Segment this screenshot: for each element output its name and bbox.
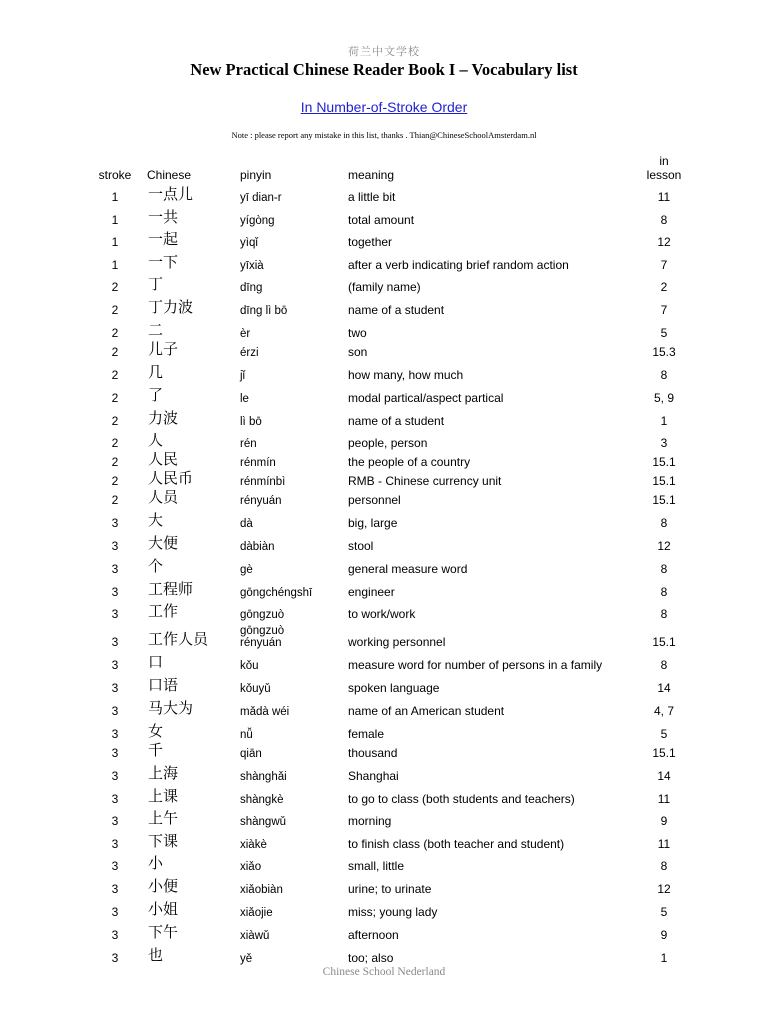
pinyin-cell: érzi <box>240 347 259 359</box>
chinese-cell: 也 <box>148 946 164 964</box>
chinese-cell: 下课 <box>148 832 179 850</box>
lesson-cell: 12 <box>657 235 671 249</box>
pinyin-cell: xiàkè <box>240 839 267 851</box>
stroke-cell: 3 <box>111 859 119 873</box>
meaning-cell: measure word for number of persons in a family <box>348 658 603 672</box>
lesson-cell: 9 <box>660 928 668 942</box>
table-row <box>0 786 768 806</box>
table-row <box>0 721 768 741</box>
pinyin-cell: dīng lì bō <box>240 305 288 317</box>
stroke-cell: 3 <box>111 746 119 760</box>
meaning-cell: female <box>348 727 385 741</box>
stroke-cell: 3 <box>111 882 119 896</box>
pinyin-cell: xiǎo <box>240 861 262 873</box>
meaning-cell: morning <box>348 814 392 828</box>
header-stroke: stroke <box>98 168 132 182</box>
table-row <box>0 625 768 649</box>
pinyin-cell: xiǎojie <box>240 907 273 919</box>
meaning-cell: the people of a country <box>348 455 471 469</box>
pinyin-cell: rényuán <box>240 495 282 507</box>
stroke-cell: 3 <box>111 539 119 553</box>
meaning-cell: name of a student <box>348 303 445 317</box>
pinyin-cell: rénmín <box>240 457 276 469</box>
table-row <box>0 184 768 204</box>
stroke-cell: 3 <box>111 792 119 806</box>
meaning-cell: to work/work <box>348 607 416 621</box>
meaning-cell: Shanghai <box>348 769 399 783</box>
chinese-cell: 了 <box>148 386 164 404</box>
meaning-cell: working personnel <box>348 635 446 649</box>
pinyin-cell: yě <box>240 953 253 965</box>
chinese-cell: 口 <box>148 653 164 671</box>
table-row <box>0 430 768 450</box>
meaning-cell: personnel <box>348 493 401 507</box>
stroke-cell: 3 <box>111 658 119 672</box>
chinese-cell: 上午 <box>148 809 179 827</box>
table-row <box>0 229 768 249</box>
note-text: Note : please report any mistake in this list, thanks . Thian@ChineseSchoolAmsterdam.nl <box>231 130 537 140</box>
chinese-cell: 人民 <box>148 450 179 468</box>
table-row <box>0 468 768 488</box>
meaning-cell: RMB - Chinese currency unit <box>348 474 502 488</box>
meaning-cell: a little bit <box>348 190 396 204</box>
chinese-cell: 女 <box>148 722 164 740</box>
meaning-cell: modal partical/aspect partical <box>348 391 504 405</box>
pinyin-cell: lì bō <box>240 416 262 428</box>
lesson-cell: 3 <box>660 436 668 450</box>
table-row <box>0 675 768 695</box>
meaning-cell: two <box>348 326 367 340</box>
pinyin-cell: shànghǎi <box>240 771 287 783</box>
meaning-cell: engineer <box>348 585 395 599</box>
lesson-cell: 1 <box>660 951 668 965</box>
pinyin-cell: gè <box>240 564 253 576</box>
table-row <box>0 487 768 507</box>
lesson-cell: 12 <box>657 539 671 553</box>
lesson-cell: 9 <box>660 814 668 828</box>
lesson-cell: 8 <box>660 562 668 576</box>
stroke-cell: 3 <box>111 837 119 851</box>
meaning-cell: people, person <box>348 436 428 450</box>
chinese-cell: 大 <box>148 511 164 529</box>
table-row <box>0 808 768 828</box>
table-row <box>0 297 768 317</box>
stroke-cell: 2 <box>111 455 119 469</box>
chinese-cell: 工作人员 <box>148 630 209 648</box>
chinese-cell: 儿子 <box>148 340 179 358</box>
meaning-cell: thousand <box>348 746 398 760</box>
meaning-cell: total amount <box>348 213 415 227</box>
table-row <box>0 831 768 851</box>
pinyin-cell: rénmínbì <box>240 476 286 488</box>
table-row <box>0 853 768 873</box>
school-name-chinese: 荷兰中文学校 <box>348 45 420 58</box>
stroke-cell: 3 <box>111 681 119 695</box>
chinese-cell: 工作 <box>148 602 179 620</box>
stroke-cell: 1 <box>111 235 119 249</box>
lesson-cell: 8 <box>660 859 668 873</box>
meaning-cell: too; also <box>348 951 394 965</box>
stroke-cell: 3 <box>111 814 119 828</box>
lesson-cell: 5 <box>660 727 668 741</box>
lesson-cell: 12 <box>657 882 671 896</box>
stroke-cell: 2 <box>111 391 119 405</box>
lesson-cell: 8 <box>660 368 668 382</box>
table-row <box>0 899 768 919</box>
pinyin-cell: qiān <box>240 748 262 760</box>
table-row <box>0 207 768 227</box>
lesson-cell: 2 <box>660 280 668 294</box>
pinyin-cell: yīxià <box>240 260 264 272</box>
stroke-cell: 3 <box>111 951 119 965</box>
chinese-cell: 口语 <box>148 676 179 694</box>
lesson-cell: 11 <box>657 837 671 851</box>
table-row <box>0 698 768 718</box>
chinese-cell: 丁力波 <box>148 298 194 316</box>
subtitle-link[interactable]: In Number-of-Stroke Order <box>300 99 468 115</box>
chinese-cell: 丁 <box>148 275 164 293</box>
stroke-cell: 2 <box>111 345 119 359</box>
chinese-cell: 人民币 <box>148 469 194 487</box>
table-row <box>0 945 768 965</box>
pinyin-line-1: gōngzuò <box>240 625 285 637</box>
lesson-cell: 15.3 <box>652 345 676 359</box>
meaning-cell: together <box>348 235 393 249</box>
chinese-cell: 一下 <box>148 253 179 271</box>
pinyin-cell: jǐ <box>240 370 246 382</box>
meaning-cell: son <box>348 345 368 359</box>
table-row <box>0 652 768 672</box>
meaning-cell: afternoon <box>348 928 399 942</box>
stroke-cell: 3 <box>111 635 119 649</box>
stroke-cell: 2 <box>111 436 119 450</box>
chinese-cell: 上课 <box>148 787 179 805</box>
stroke-cell: 1 <box>111 213 119 227</box>
chinese-cell: 人员 <box>148 488 179 506</box>
header-lesson-line1: in <box>659 154 669 168</box>
stroke-cell: 2 <box>111 326 119 340</box>
table-row <box>0 533 768 553</box>
table-row <box>0 449 768 469</box>
lesson-cell: 15.1 <box>652 493 676 507</box>
chinese-cell: 马大为 <box>148 699 194 717</box>
header-pinyin: pinyin <box>240 168 272 182</box>
header-lesson-line2: lesson <box>646 168 682 182</box>
pinyin-cell: gōngchéngshī <box>240 587 313 599</box>
meaning-cell: urine; to urinate <box>348 882 432 896</box>
lesson-cell: 14 <box>657 681 671 695</box>
meaning-cell: name of a student <box>348 414 445 428</box>
meaning-cell: (family name) <box>348 280 421 294</box>
lesson-cell: 8 <box>660 585 668 599</box>
lesson-cell: 1 <box>660 414 668 428</box>
chinese-cell: 一共 <box>148 208 179 226</box>
table-row <box>0 556 768 576</box>
document-title: New Practical Chinese Reader Book I – Vocabulary list <box>190 60 578 79</box>
lesson-cell: 11 <box>657 190 671 204</box>
meaning-cell: after a verb indicating brief random action <box>348 258 569 272</box>
stroke-cell: 2 <box>111 474 119 488</box>
lesson-cell: 7 <box>660 258 668 272</box>
pinyin-cell: èr <box>240 328 251 340</box>
stroke-cell: 2 <box>111 368 119 382</box>
chinese-cell: 大便 <box>148 534 179 552</box>
stroke-cell: 2 <box>111 414 119 428</box>
pinyin-cell: kǒuyǔ <box>240 683 271 695</box>
table-row <box>0 274 768 294</box>
chinese-cell: 人 <box>148 431 164 449</box>
meaning-cell: spoken language <box>348 681 440 695</box>
meaning-cell: miss; young lady <box>348 905 438 919</box>
stroke-cell: 1 <box>111 190 119 204</box>
table-row <box>0 252 768 272</box>
meaning-cell: general measure word <box>348 562 468 576</box>
lesson-cell: 4, 7 <box>653 704 674 718</box>
lesson-cell: 8 <box>660 213 668 227</box>
stroke-cell: 1 <box>111 258 119 272</box>
meaning-cell: stool <box>348 539 374 553</box>
chinese-cell: 小姐 <box>148 900 179 918</box>
lesson-cell: 8 <box>660 658 668 672</box>
footer-text: Chinese School Nederland <box>322 966 446 978</box>
stroke-cell: 3 <box>111 562 119 576</box>
stroke-cell: 3 <box>111 704 119 718</box>
table-row <box>0 601 768 621</box>
table-row <box>0 922 768 942</box>
lesson-cell: 14 <box>657 769 671 783</box>
pinyin-cell: rén <box>240 438 257 450</box>
stroke-cell: 3 <box>111 905 119 919</box>
pinyin-cell: yìqǐ <box>240 237 258 249</box>
pinyin-cell: mǎdà wéi <box>240 706 290 718</box>
header-meaning: meaning <box>348 168 395 182</box>
stroke-cell: 3 <box>111 928 119 942</box>
lesson-cell: 5, 9 <box>653 391 674 405</box>
table-row <box>0 339 768 359</box>
pinyin-line-2: rényuán <box>240 637 282 649</box>
table-row <box>0 362 768 382</box>
chinese-cell: 一点儿 <box>148 185 194 203</box>
pinyin-cell: xiǎobiàn <box>240 884 283 896</box>
chinese-cell: 力波 <box>148 409 179 427</box>
lesson-cell: 5 <box>660 905 668 919</box>
chinese-cell: 上海 <box>148 764 179 782</box>
lesson-cell: 8 <box>660 607 668 621</box>
pinyin-cell: xiàwǔ <box>240 930 270 942</box>
table-row <box>0 740 768 760</box>
pinyin-cell: gōngzuò <box>240 609 285 621</box>
chinese-cell: 千 <box>148 741 164 759</box>
chinese-cell: 一起 <box>148 230 179 248</box>
chinese-cell: 小 <box>148 854 164 872</box>
stroke-cell: 3 <box>111 727 119 741</box>
stroke-cell: 2 <box>111 303 119 317</box>
pinyin-cell: kǒu <box>240 660 259 672</box>
table-row <box>0 408 768 428</box>
lesson-cell: 15.1 <box>652 746 676 760</box>
stroke-cell: 3 <box>111 607 119 621</box>
chinese-cell: 小便 <box>148 877 179 895</box>
lesson-cell: 15.1 <box>652 455 676 469</box>
table-row <box>0 510 768 530</box>
meaning-cell: big, large <box>348 516 398 530</box>
table-row <box>0 385 768 405</box>
meaning-cell: to finish class (both teacher and student) <box>348 837 565 851</box>
meaning-cell: how many, how much <box>348 368 464 382</box>
pinyin-cell: shàngwǔ <box>240 816 287 828</box>
pinyin-cell: yī dian-r <box>240 192 282 204</box>
header-chinese: Chinese <box>147 168 192 182</box>
stroke-cell: 3 <box>111 585 119 599</box>
stroke-cell: 3 <box>111 516 119 530</box>
lesson-cell: 15.1 <box>652 635 676 649</box>
lesson-cell: 11 <box>657 792 671 806</box>
pinyin-cell: shàngkè <box>240 794 284 806</box>
lesson-cell: 5 <box>660 326 668 340</box>
pinyin-cell <box>240 625 284 649</box>
stroke-cell: 2 <box>111 280 119 294</box>
chinese-cell: 工程师 <box>148 580 194 598</box>
pinyin-cell: yígòng <box>240 215 275 227</box>
chinese-cell: 下午 <box>148 923 179 941</box>
table-row <box>0 763 768 783</box>
lesson-cell: 8 <box>660 516 668 530</box>
meaning-cell: name of an American student <box>348 704 505 718</box>
pinyin-cell: dàbiàn <box>240 541 275 553</box>
pinyin-cell: nǚ <box>240 729 253 741</box>
lesson-cell: 15.1 <box>652 474 676 488</box>
meaning-cell: to go to class (both students and teachers) <box>348 792 575 806</box>
pinyin-cell: dīng <box>240 282 263 294</box>
lesson-cell: 7 <box>660 303 668 317</box>
chinese-cell: 几 <box>148 363 164 381</box>
stroke-cell: 3 <box>111 769 119 783</box>
chinese-cell: 个 <box>148 557 164 575</box>
table-row <box>0 876 768 896</box>
table-row <box>0 579 768 599</box>
pinyin-cell: dà <box>240 518 253 530</box>
meaning-cell: small, little <box>348 859 405 873</box>
table-row <box>0 320 768 340</box>
pinyin-cell: le <box>240 393 249 405</box>
chinese-cell: 二 <box>148 321 164 339</box>
stroke-cell: 2 <box>111 493 119 507</box>
